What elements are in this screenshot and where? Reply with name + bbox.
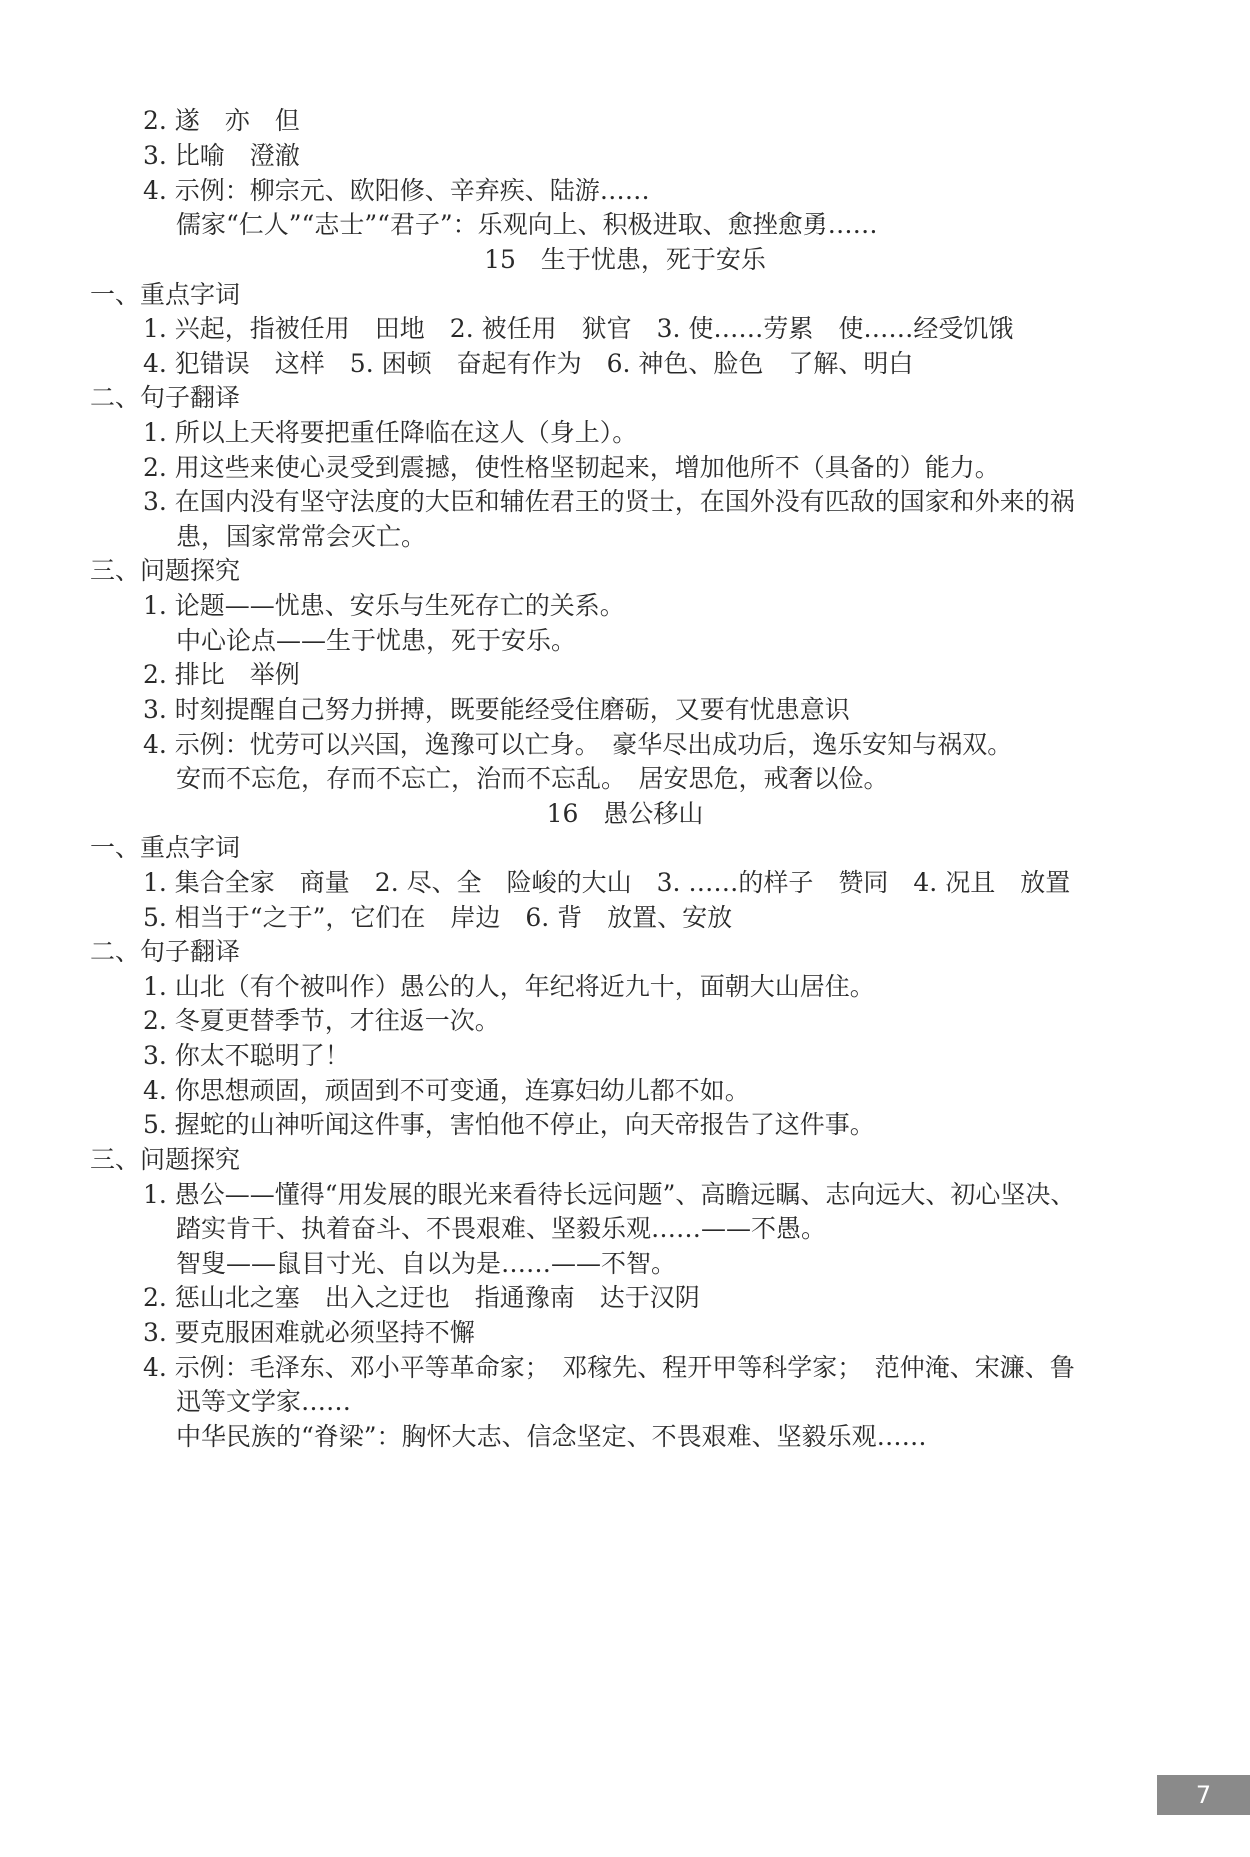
s15-keywords-line-1: 1. 兴起，指被任用 田地 2. 被任用 狱官 3. 使……劳累 使……经受饥饿	[143, 314, 1014, 343]
s14-answer-2: 2. 遂 亦 但	[143, 106, 300, 135]
s15-translation-2: 2. 用这些来使心灵受到震撼，使性格坚韧起来，增加他所不（具备的）能力。	[143, 453, 1000, 482]
s16-inquiry-1-cont: 踏实肯干、执着奋斗、不畏艰难、坚毅乐观……——不愚。	[176, 1214, 827, 1243]
s14-answer-3: 3. 比喻 澄澈	[143, 141, 300, 170]
s15-inquiry-4-cont: 安而不忘危，存而不忘亡，治而不忘乱。 居安思危，戒奢以俭。	[176, 764, 889, 793]
s14-answer-4-cont: 儒家“仁人”“志士”“君子”：乐观向上、积极进取、愈挫愈勇……	[176, 210, 878, 239]
s16-inquiry-4: 4. 示例：毛泽东、邓小平等革命家； 邓稼先、程开甲等科学家； 范仲淹、宋濂、鲁	[143, 1353, 1075, 1382]
s16-inquiry-2: 2. 惩山北之塞 出入之迂也 指通豫南 达于汉阴	[143, 1283, 700, 1312]
s15-inquiry-1: 1. 论题——忧患、安乐与生死存亡的关系。	[143, 591, 625, 620]
s15-heading-translation: 二、句子翻译	[90, 383, 241, 412]
s16-translation-4: 4. 你思想顽固，顽固到不可变通，连寡妇幼儿都不如。	[143, 1076, 750, 1105]
s15-keywords-line-2: 4. 犯错误 这样 5. 困顿 奋起有作为 6. 神色、脸色 了解、明白	[143, 349, 914, 378]
s16-translation-3: 3. 你太不聪明了！	[143, 1041, 350, 1070]
s16-title: 16 愚公移山	[546, 799, 704, 828]
s16-inquiry-3: 3. 要克服困难就必须坚持不懈	[143, 1318, 475, 1347]
s16-heading-keywords: 一、重点字词	[90, 833, 241, 862]
s15-inquiry-4: 4. 示例：忧劳可以兴国，逸豫可以亡身。 豪华尽出成功后，逸乐安知与祸双。	[143, 730, 1013, 759]
s15-heading-keywords: 一、重点字词	[90, 280, 241, 309]
s16-keywords-line-2: 5. 相当于“之于”，它们在 岸边 6. 背 放置、安放	[143, 903, 733, 932]
s16-keywords-line-1: 1. 集合全家 商量 2. 尽、全 险峻的大山 3. ……的样子 赞同 4. 况且 放置	[143, 868, 1071, 897]
s16-heading-inquiry: 三、问题探究	[90, 1145, 241, 1174]
s16-inquiry-4-cont: 迅等文学家……	[176, 1387, 352, 1416]
s15-heading-inquiry: 三、问题探究	[90, 556, 241, 585]
s14-answer-4: 4. 示例：柳宗元、欧阳修、辛弃疾、陆游……	[143, 176, 650, 205]
s15-translation-3: 3. 在国内没有坚守法度的大臣和辅佐君王的贤士，在国外没有匹敌的国家和外来的祸	[143, 487, 1075, 516]
s16-inquiry-1-cont-2: 智叟——鼠目寸光、自以为是……——不智。	[176, 1249, 677, 1278]
s15-inquiry-2: 2. 排比 举例	[143, 660, 300, 689]
s15-title: 15 生于忧患，死于安乐	[484, 245, 766, 274]
s15-inquiry-1-cont: 中心论点——生于忧患，死于安乐。	[176, 626, 577, 655]
s15-translation-1: 1. 所以上天将要把重任降临在这人（身上）。	[143, 418, 638, 447]
s16-translation-1: 1. 山北（有个被叫作）愚公的人，年纪将近九十，面朝大山居住。	[143, 972, 875, 1001]
page-number: 7	[1157, 1775, 1250, 1815]
s16-heading-translation: 二、句子翻译	[90, 937, 241, 966]
s16-inquiry-4-cont-2: 中华民族的“脊梁”：胸怀大志、信念坚定、不畏艰难、坚毅乐观……	[176, 1422, 927, 1451]
s16-inquiry-1: 1. 愚公——懂得“用发展的眼光来看待长远问题”、高瞻远瞩、志向远大、初心坚决、	[143, 1180, 1076, 1209]
s16-translation-5: 5. 握蛇的山神听闻这件事，害怕他不停止，向天帝报告了这件事。	[143, 1110, 875, 1139]
s15-translation-3-cont: 患，国家常常会灭亡。	[176, 522, 427, 551]
s15-inquiry-3: 3. 时刻提醒自己努力拼搏，既要能经受住磨砺，又要有忧患意识	[143, 695, 850, 724]
s16-translation-2: 2. 冬夏更替季节，才往返一次。	[143, 1006, 500, 1035]
